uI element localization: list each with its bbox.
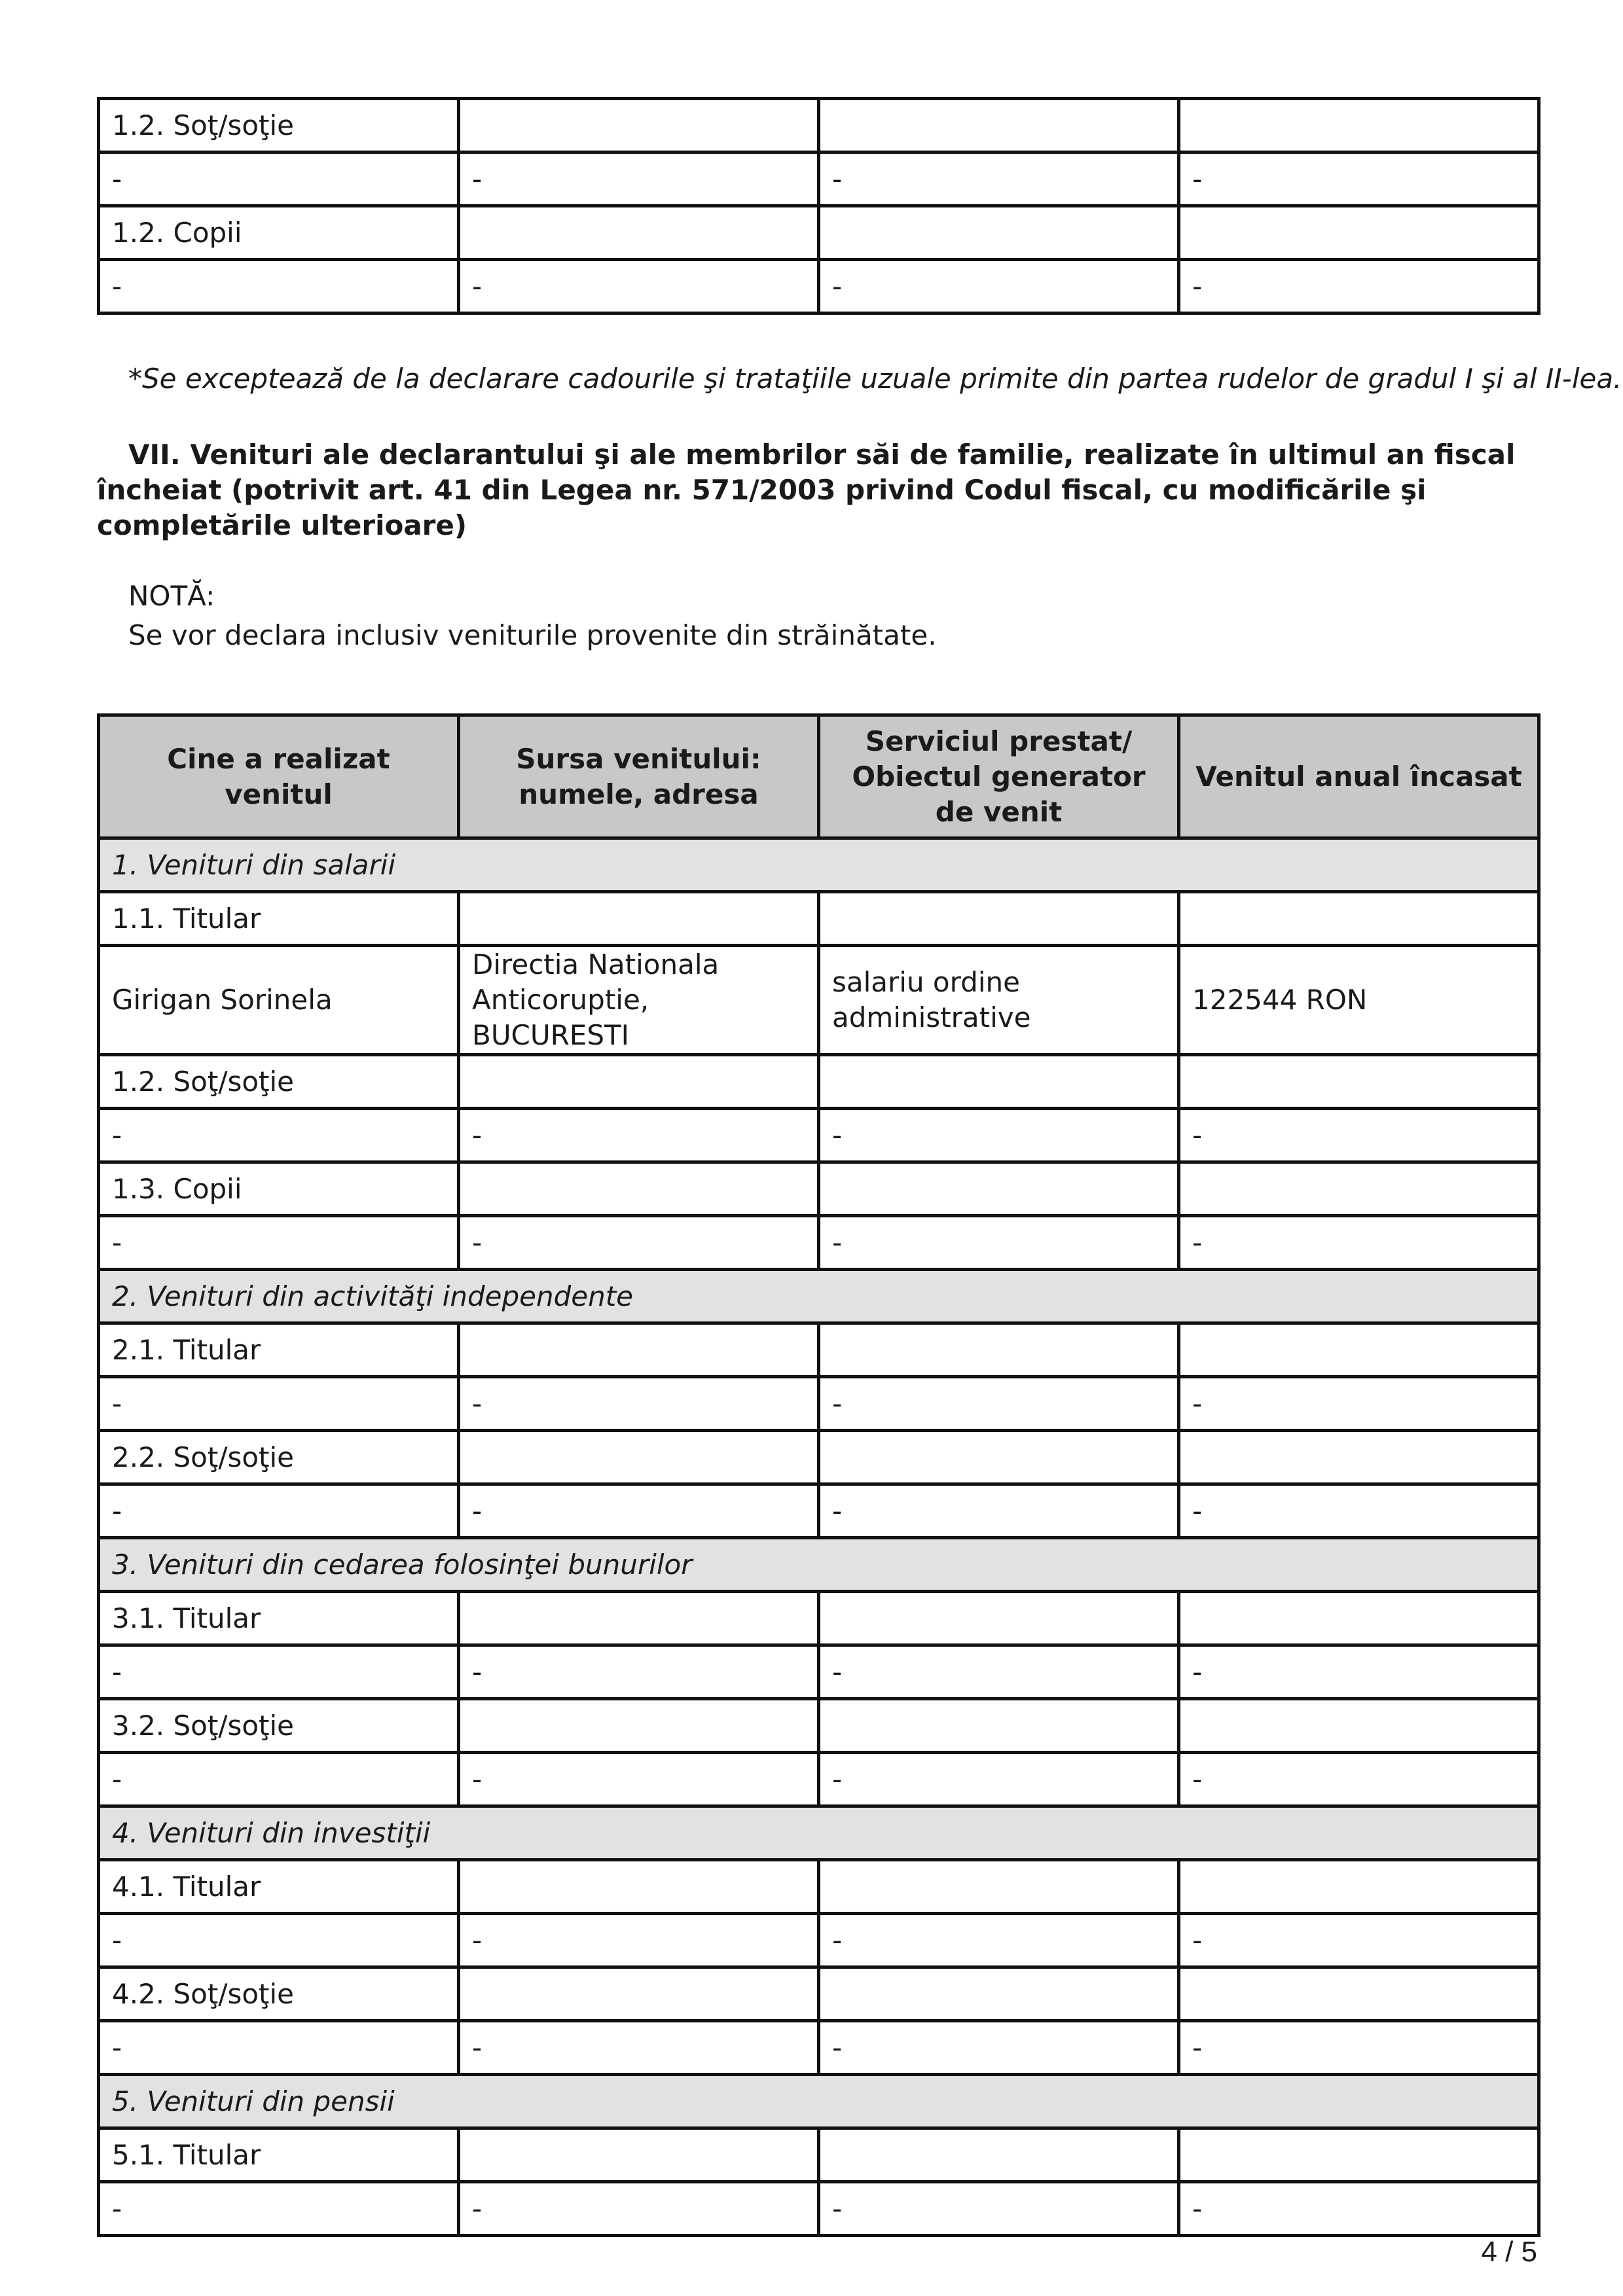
table-cell: - (459, 1914, 819, 1967)
table-cell: 1.2. Copii (99, 206, 459, 260)
family-gifts-table (97, 97, 1541, 315)
table-cell (819, 1967, 1179, 2021)
section-title: 4. Venituri din investiţii (99, 1806, 1539, 1860)
table-row (99, 206, 1539, 260)
table-cell (459, 892, 819, 946)
table-cell (1179, 1592, 1539, 1645)
table-cell: - (99, 152, 459, 206)
table-cell (1179, 99, 1539, 152)
table-cell: - (99, 1216, 459, 1270)
table-cell (1179, 1431, 1539, 1484)
table-cell: - (459, 152, 819, 206)
table-row (99, 1377, 1539, 1431)
table-cell: - (819, 152, 1179, 206)
header-service: Serviciul prestat/ Obiectul generator de venit (819, 715, 1179, 838)
table-cell: - (459, 1753, 819, 1806)
note-label: NOTĂ: (128, 580, 215, 612)
table-row (99, 1645, 1539, 1699)
table-cell (459, 1699, 819, 1753)
table-cell: - (819, 1645, 1179, 1699)
table-cell (1179, 892, 1539, 946)
table-cell: - (1179, 2021, 1539, 2075)
table-cell (459, 1592, 819, 1645)
table-cell: - (99, 1377, 459, 1431)
table-cell: - (819, 260, 1179, 314)
table-cell: 5.1. Titular (99, 2128, 459, 2182)
table-cell (819, 1431, 1179, 1484)
table-cell (819, 2128, 1179, 2182)
section-row (99, 1270, 1539, 1323)
header-annual-income: Venitul anual încasat (1179, 715, 1539, 838)
table-cell: 1.1. Titular (99, 892, 459, 946)
table-row (99, 1699, 1539, 1753)
table-cell: - (459, 1484, 819, 1538)
table-cell (1179, 1055, 1539, 1109)
table-cell (1179, 2128, 1539, 2182)
table-cell (819, 206, 1179, 260)
table-row (99, 1967, 1539, 2021)
section-heading: VII. Venituri ale declarantului şi ale membrilor săi de familie, realizate în ultimul an fiscal încheiat (potrivit art. 41 din Legea nr. 571/2003 privind Codul fiscal, cu modificările şi completările ulterioare) (97, 439, 1516, 541)
table-row (99, 1216, 1539, 1270)
table-cell: - (459, 1109, 819, 1162)
table-row (99, 1914, 1539, 1967)
table-cell (819, 1699, 1179, 1753)
table-row (99, 1484, 1539, 1538)
table-cell: - (1179, 1377, 1539, 1431)
table-cell (459, 1431, 819, 1484)
table-cell (819, 1592, 1179, 1645)
income-table-header-row (99, 715, 1539, 838)
table-cell: - (459, 2021, 819, 2075)
table-cell (1179, 1162, 1539, 1216)
page-number: 4 / 5 (1481, 2236, 1537, 2268)
table-row (99, 152, 1539, 206)
table-cell (819, 1162, 1179, 1216)
table-cell (459, 1162, 819, 1216)
table-cell: - (99, 1109, 459, 1162)
table-row (99, 946, 1539, 1055)
section-row (99, 2075, 1539, 2128)
table-cell (1179, 1967, 1539, 2021)
table-cell: 1.2. Soţ/soţie (99, 1055, 459, 1109)
table-cell: - (459, 2182, 819, 2236)
table-cell: - (459, 1216, 819, 1270)
table-cell (819, 99, 1179, 152)
table-cell (459, 206, 819, 260)
table-cell: - (819, 2021, 1179, 2075)
table-cell: - (819, 1109, 1179, 1162)
table-cell: - (1179, 1753, 1539, 1806)
section-title: 5. Venituri din pensii (99, 2075, 1539, 2128)
table-cell: 122544 RON (1179, 946, 1539, 1055)
table-cell: - (1179, 1109, 1539, 1162)
section-title: 3. Venituri din cedarea folosinţei bunurilor (99, 1538, 1539, 1592)
table-cell (819, 1323, 1179, 1377)
table-cell: 3.1. Titular (99, 1592, 459, 1645)
section-title: 1. Venituri din salarii (99, 838, 1539, 892)
table-cell: - (1179, 152, 1539, 206)
header-source: Sursa venitului: numele, adresa (459, 715, 819, 838)
income-table (97, 713, 1541, 2237)
section-row (99, 838, 1539, 892)
table-cell (459, 2128, 819, 2182)
table-cell: 1.2. Soţ/soţie (99, 99, 459, 152)
table-row (99, 1162, 1539, 1216)
table-cell: Directia Nationala Anticoruptie, BUCURESTI (459, 946, 819, 1055)
table-cell (819, 1055, 1179, 1109)
table-cell (459, 1055, 819, 1109)
table-cell: 2.2. Soţ/soţie (99, 1431, 459, 1484)
table-row (99, 1109, 1539, 1162)
table-cell: - (99, 2182, 459, 2236)
table-row (99, 892, 1539, 946)
table-cell: - (99, 1914, 459, 1967)
table-row (99, 99, 1539, 152)
table-cell: salariu ordine administrative (819, 946, 1179, 1055)
table-cell: - (819, 1484, 1179, 1538)
table-cell: - (1179, 2182, 1539, 2236)
table-row (99, 260, 1539, 314)
table-cell: - (99, 1645, 459, 1699)
note-text: Se vor declara inclusiv veniturile provenite din străinătate. (128, 619, 937, 651)
table-cell: - (1179, 1914, 1539, 1967)
section-row (99, 1538, 1539, 1592)
table-cell (459, 1860, 819, 1914)
table-cell: - (99, 2021, 459, 2075)
table-row (99, 1860, 1539, 1914)
table-row (99, 1431, 1539, 1484)
table-cell: - (459, 260, 819, 314)
section-title: 2. Venituri din activităţi independente (99, 1270, 1539, 1323)
table-cell: - (99, 1484, 459, 1538)
table-row (99, 1323, 1539, 1377)
table-cell (459, 1967, 819, 2021)
table-row (99, 1753, 1539, 1806)
table-cell: - (819, 1914, 1179, 1967)
footnote: *Se exceptează de la declarare cadourile şi trataţiile uzuale primite din partea rudelor de gradul I şi al II-lea. (128, 363, 1622, 395)
table-cell: - (1179, 1484, 1539, 1538)
table-cell (1179, 1860, 1539, 1914)
table-row (99, 2182, 1539, 2236)
table-row (99, 2021, 1539, 2075)
table-cell (459, 1323, 819, 1377)
table-cell (1179, 206, 1539, 260)
table-cell: - (459, 1377, 819, 1431)
table-cell: 1.3. Copii (99, 1162, 459, 1216)
table-cell (1179, 1323, 1539, 1377)
table-cell: - (819, 2182, 1179, 2236)
table-cell: 3.2. Soţ/soţie (99, 1699, 459, 1753)
table-cell (819, 892, 1179, 946)
table-cell (1179, 1699, 1539, 1753)
table-row (99, 1055, 1539, 1109)
header-who: Cine a realizat venitul (99, 715, 459, 838)
table-cell: Girigan Sorinela (99, 946, 459, 1055)
section-row (99, 1806, 1539, 1860)
table-cell: 4.1. Titular (99, 1860, 459, 1914)
table-cell (819, 1860, 1179, 1914)
table-row (99, 2128, 1539, 2182)
table-cell: - (99, 1753, 459, 1806)
table-cell (459, 99, 819, 152)
table-row (99, 1592, 1539, 1645)
table-cell: - (1179, 260, 1539, 314)
table-cell: - (1179, 1216, 1539, 1270)
table-cell: - (1179, 1645, 1539, 1699)
table-cell: - (459, 1645, 819, 1699)
table-cell: - (819, 1753, 1179, 1806)
table-cell: - (819, 1377, 1179, 1431)
table-cell: 2.1. Titular (99, 1323, 459, 1377)
table-cell: 4.2. Soţ/soţie (99, 1967, 459, 2021)
table-cell: - (819, 1216, 1179, 1270)
table-cell: - (99, 260, 459, 314)
